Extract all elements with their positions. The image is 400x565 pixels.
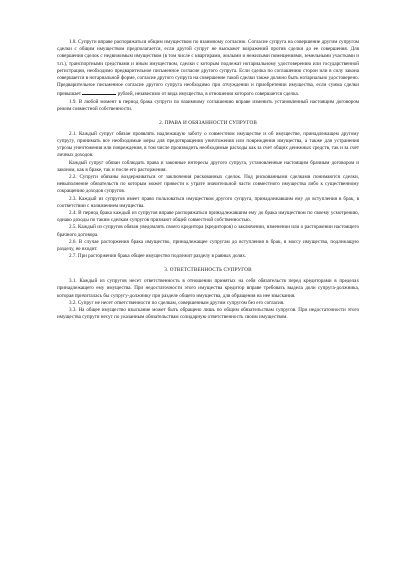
paragraph-3-3: 3.3. На общее имущество взыскание может быть обращено лишь по общим обязательствам супругов. При недостаточности этого имущества супруги несут по указанным обязательствам солидарную ответственность своим имуществом. <box>57 307 359 321</box>
document-body <box>57 39 359 321</box>
paragraph-2-4: 2.4. В период брака каждый из супругов вправе распоряжаться принадлежавшим ему до брака имуществом по своему усмотрению, однако доходы по таким сделкам супругов признают общей совместной собственностью. <box>57 209 359 224</box>
paragraph-1-8-tail: рублей, независимо от вида имущества, в отношении которого совершается сделка. <box>117 91 300 98</box>
paragraph-3-1: 3.1. Каждый из супругов несет ответственность в отношении принятых на себя обязательств перед кредиторами в пределах принадлежащего ему имущества. При недостаточности этого имущества кредитор вправе требовать выдела доли супруга-должника, которая причиталась бы супругу-должнику при разделе общего имущества, для обращения на нее взыскания. <box>57 278 359 299</box>
paragraph-1-8-text: 1.8. Супруги вправе распоряжаться общим имуществом по взаимному согласию. Согласие супруга на совершение другим супругом сделки с общим имуществом предполагается, если другой супруг не выскажет возражений против сделки до ее совершения. Для совершения сделок с недвижимым имуществом (в том числе с квартирами, жилыми и нежилыми помещениями, земельными участками и т.п.), транспортными средствами и иным имуществом, сделки с которым подлежат нотариальному удостоверению или государственной регистрации, необходимо предварительное письменное согласие другого супруга. Если сделка по соглашению сторон или в силу закона совершается в нотариальной форме, согласие другого супруга на совершение такой сделки также должно быть нотариально удостоверено. Предварительное письменное согласие другого супруга необходимо при отчуждении и приобретении имущества, если сумма сделки превышает <box>57 39 359 98</box>
paragraph-2-1: 2.1. Каждый супруг обязан проявлять надлежащую заботу о совместном имуществе и об имуществе, принадлежащем другому супругу, принимать все необходимые меры для предотвращения уничтожения или повреждения имущества, а также для устранения угрозы уничтожения или повреждения, в том числе производить необходимые расходы как за счет общих денежных средств, так и за счет личных доходов. <box>57 130 359 159</box>
paragraph-2-1-continued: Каждый супруг обязан соблюдать права и законные интересы другого супруга, установленные настоящим брачным договором и законом, как в браке, так и после его расторжения. <box>57 159 359 173</box>
section-3-title: 3. ОТВЕТСТВЕННОСТЬ СУПРУГОВ <box>164 267 252 274</box>
paragraph-2-5: 2.5. Каждый из супругов обязан уведомлять своего кредитора (кредиторов) о заключении, изменении или о расторжении настоящего брачного договора. <box>57 224 359 238</box>
section-2-title: 2. ПРАВА И ОБЯЗАННОСТИ СУПРУГОВ <box>159 119 257 126</box>
paragraph-2-7: 2.7. При расторжении брака общее имущество подлежит разделу в равных долях. <box>69 253 247 260</box>
paragraph-3-2: 3.2. Супруг не несет ответственности по сделкам, совершенным другим супругом без его согласия. <box>69 299 285 306</box>
paragraph-2-3: 2.3. Каждый из супругов имеет право пользоваться имуществом другого супруга, принадлежавшим ему до вступления в брак, в соответствии с назначением имущества. <box>57 195 359 209</box>
sum-blank-field <box>82 89 116 95</box>
paragraph-2-6: 2.6. В случае расторжения брака имущество, принадлежащее супругам до вступления в брак, в массу имущества, подлежащую разделу, не входит. <box>57 238 359 252</box>
paragraph-1-9: 1.9. В любой момент в период брака супруги по взаимному соглашению вправе изменить установленный настоящим договором режим совместной собственности. <box>57 98 359 112</box>
paragraph-2-2: 2.2. Супруги обязаны воздерживаться от заключения рискованных сделок. Под рискованными сделками понимаются сделки, невыполнение обязательств по которым может привести к утрате значительной части совместного имущества либо к существенному сокращению доходов супругов. <box>57 174 359 195</box>
paragraph-1-8 <box>57 39 359 99</box>
